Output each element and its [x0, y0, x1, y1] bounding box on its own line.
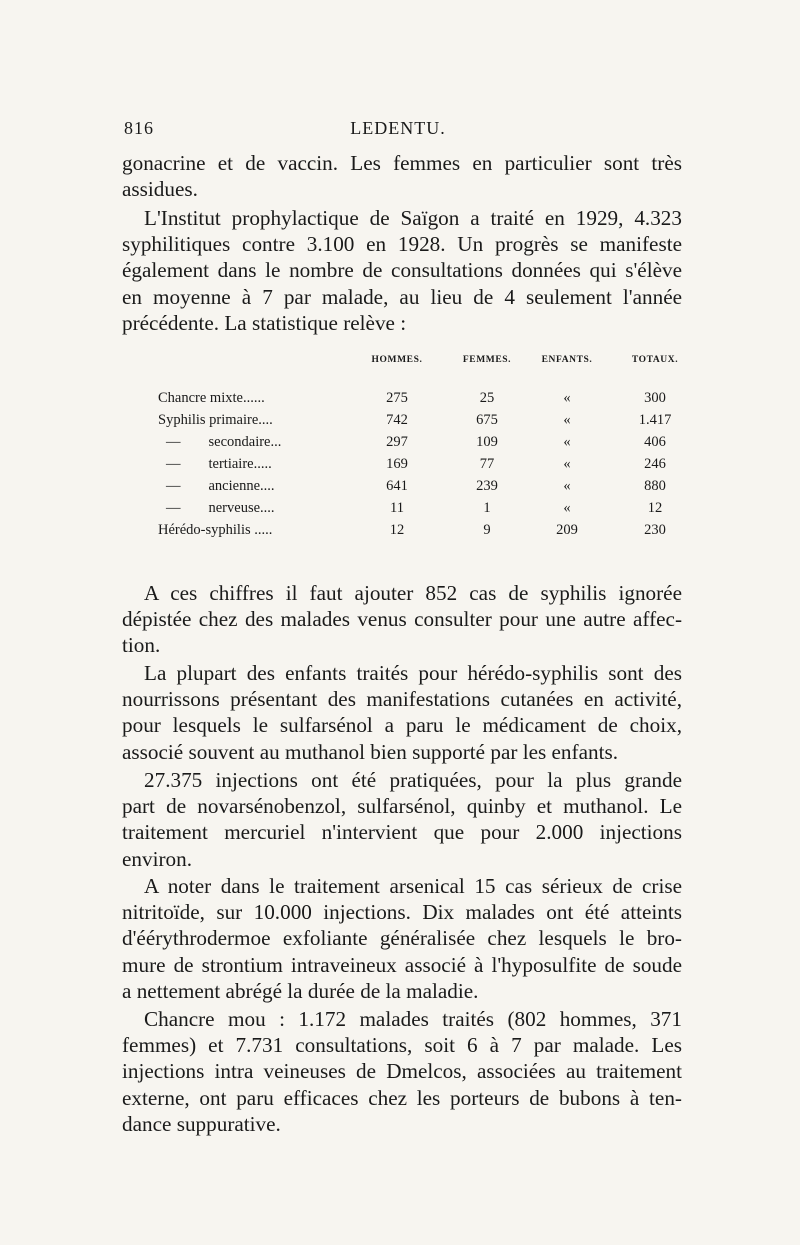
page-header	[124, 118, 672, 139]
text-line: nitritoïde, sur 10.000 injections. Dix malades ont été atteints	[122, 900, 682, 925]
cell-enfants: «	[563, 456, 571, 472]
cell-enfants: «	[563, 434, 571, 450]
text-line: également dans le nombre de consultations données qui s'élève	[122, 258, 682, 283]
text-line: 27.375 injections ont été pratiquées, pour la plus grande	[144, 768, 682, 792]
cell-totaux: 1.417	[638, 412, 672, 428]
text-line: environ.	[122, 846, 193, 871]
text-line: dance suppurative.	[122, 1111, 281, 1136]
row-label: — tertiaire.....	[166, 456, 272, 472]
cell-femmes: 25	[479, 390, 495, 406]
text-line: tion.	[122, 633, 161, 658]
text-line: précédente. La statistique relève :	[122, 310, 407, 335]
cell-hommes: 275	[386, 390, 408, 406]
cell-enfants: 209	[556, 522, 578, 538]
cell-hommes: 11	[390, 500, 404, 516]
text-line: gonacrine et de vaccin. Les femmes en particulier sont très	[122, 151, 682, 175]
cell-femmes: 1	[483, 500, 491, 516]
text-line: Chancre mou : 1.172 malades traités (802 hommes, 371	[144, 1007, 682, 1031]
paragraph-6	[122, 873, 682, 1004]
text-line: d'éérythrodermoe exfoliante généralisée chez lesquels le bro-	[122, 926, 682, 951]
cell-enfants: «	[563, 478, 571, 494]
cell-femmes: 109	[476, 434, 498, 450]
cell-femmes: 239	[476, 478, 498, 494]
cell-totaux: 12	[647, 500, 663, 516]
text-line: A noter dans le traitement arsenical 15 cas sérieux de crise	[144, 874, 682, 898]
cell-enfants: «	[563, 412, 571, 428]
statistics-table	[158, 355, 705, 541]
table-row	[158, 475, 705, 497]
cell-hommes: 641	[386, 478, 408, 494]
table-row	[158, 387, 705, 409]
text-line: dépistée chez des malades venus consulter pour une autre affec-	[122, 607, 682, 632]
text-line: injections intra veineuses de Dmelcos, associées au traitement	[122, 1059, 682, 1084]
text-line: externe, ont paru efficaces chez les porteurs de bubons à ten-	[122, 1085, 682, 1110]
row-label: — secondaire...	[166, 434, 282, 450]
text-line: a nettement abrégé la durée de la maladie.	[122, 978, 479, 1003]
paragraph-1	[122, 150, 682, 202]
cell-enfants: «	[563, 390, 571, 406]
cell-hommes: 742	[386, 412, 408, 428]
text-line: mure de strontium intraveineux associé à l'hyposulfite de soude	[122, 952, 682, 977]
paragraph-5	[122, 767, 682, 872]
text-line: assidues.	[122, 177, 198, 202]
paragraph-3	[122, 580, 682, 659]
text-line: traitement mercuriel n'intervient que pour 2.000 injections	[122, 820, 682, 845]
text-line: associé souvent au muthanol bien supporté par les enfants.	[122, 739, 619, 764]
cell-totaux: 300	[644, 390, 666, 406]
column-header-hommes: HOMMES.	[371, 355, 423, 365]
paragraph-2	[122, 205, 682, 336]
cell-totaux: 406	[644, 434, 666, 450]
column-header-totaux: TOTAUX.	[631, 355, 679, 365]
column-header-femmes: FEMMES.	[462, 355, 512, 365]
cell-femmes: 675	[476, 412, 498, 428]
page-number: 816	[124, 118, 154, 138]
cell-totaux: 880	[644, 478, 666, 494]
text-line: part de novarsénobenzol, sulfarsénol, quinby et muthanol. Le	[122, 794, 682, 819]
text-line: en moyenne à 7 par malade, au lieu de 4 seulement l'année	[122, 284, 682, 309]
cell-hommes: 297	[386, 434, 408, 450]
text-line: La plupart des enfants traités pour hérédo-syphilis sont des	[144, 661, 682, 685]
row-label: Hérédo-syphilis .....	[158, 522, 273, 538]
running-title: LEDENTU.	[350, 118, 446, 138]
row-label: Syphilis primaire....	[158, 412, 273, 428]
table-row	[158, 453, 705, 475]
text-line: nourrissons présentant des manifestations cutanées en activité,	[122, 687, 682, 712]
row-label: — nerveuse....	[166, 500, 275, 516]
cell-femmes: 9	[483, 522, 491, 538]
table-row	[158, 497, 705, 519]
column-header-enfants: ENFANTS.	[541, 355, 593, 365]
table-header-row	[158, 355, 705, 387]
text-line: L'Institut prophylactique de Saïgon a traité en 1929, 4.323	[144, 206, 682, 230]
cell-hommes: 169	[386, 456, 408, 472]
table-row	[158, 519, 705, 541]
cell-totaux: 230	[644, 522, 666, 538]
text-line: femmes) et 7.731 consultations, soit 6 à 7 par malade. Les	[122, 1033, 682, 1058]
table-row	[158, 431, 705, 453]
cell-enfants: «	[563, 500, 571, 516]
paragraph-4	[122, 660, 682, 765]
text-line: A ces chiffres il faut ajouter 852 cas de syphilis ignorée	[144, 581, 682, 605]
cell-hommes: 12	[389, 522, 405, 538]
cell-totaux: 246	[644, 456, 666, 472]
paragraph-7	[122, 1006, 682, 1137]
table-row	[158, 409, 705, 431]
text-line: syphilitiques contre 3.100 en 1928. Un progrès se manifeste	[122, 232, 682, 257]
cell-femmes: 77	[479, 456, 495, 472]
text-line: pour lesquels le sulfarsénol a paru le médicament de choix,	[122, 713, 682, 738]
row-label: Chancre mixte......	[158, 390, 265, 406]
row-label: — ancienne....	[166, 478, 275, 494]
